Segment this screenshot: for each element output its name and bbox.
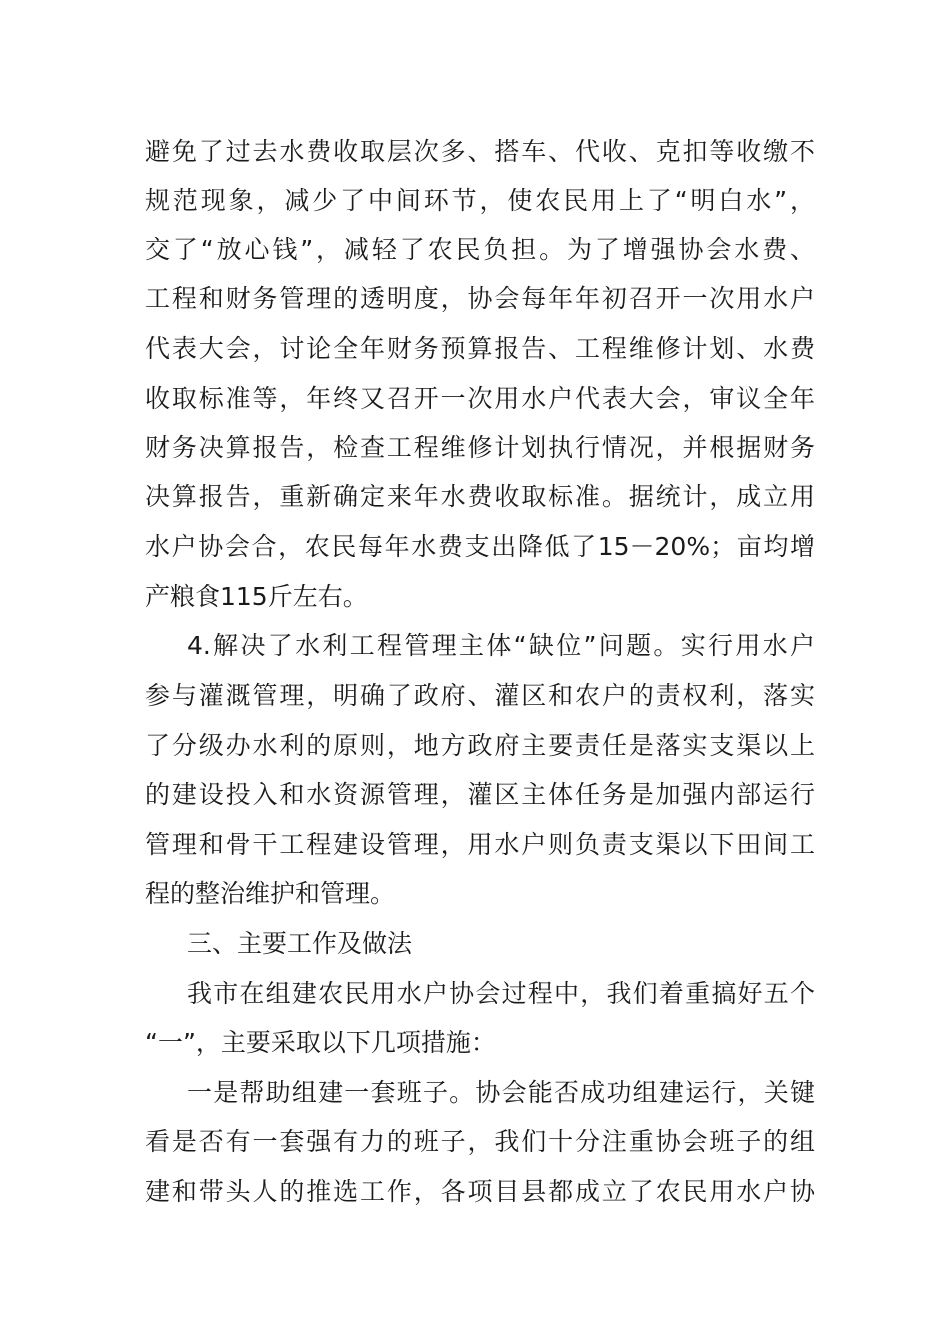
- text-line-9: 水户协会合，农民每年水费支出降低了15－20%；亩均增: [145, 532, 815, 561]
- section-heading: 三、主要工作及做法: [187, 929, 413, 958]
- text-line-13: 了分级办水利的原则，地方政府主要责任是落实支渠以上: [145, 731, 815, 760]
- text-line-10: 产粮食115斤左右。: [145, 582, 368, 611]
- text-line-19: “一”，主要采取以下几项措施：: [145, 1028, 496, 1057]
- text-line-12: 参与灌溉管理，明确了政府、灌区和农户的责权利，落实: [145, 681, 815, 710]
- text-line-22: 建和带头人的推选工作，各项目县都成立了农民用水户协: [145, 1177, 815, 1206]
- text-line-7: 财务决算报告，检查工程维修计划执行情况，并根据财务: [145, 433, 815, 462]
- text-line-20: 一是帮助组建一套班子。协会能否成功组建运行，关键: [187, 1078, 815, 1107]
- text-line-15: 管理和骨干工程建设管理，用水户则负责支渠以下田间工: [145, 830, 815, 859]
- paragraph-4-line-1: 4.解决了水利工程管理主体“缺位”问题。实行用水户: [187, 631, 815, 660]
- text-line-21: 看是否有一套强有力的班子，我们十分注重协会班子的组: [145, 1127, 815, 1156]
- text-line-2: 规范现象，减少了中间环节，使农民用上了“明白水”，: [145, 186, 815, 215]
- text-line-6: 收取标准等，年终又召开一次用水户代表大会，审议全年: [145, 384, 815, 413]
- text-line-14: 的建设投入和水资源管理，灌区主体任务是加强内部运行: [145, 780, 815, 809]
- text-line-8: 决算报告，重新确定来年水费收取标准。据统计，成立用: [145, 482, 815, 511]
- text-line-16: 程的整治维护和管理。: [145, 879, 396, 908]
- text-line-4: 工程和财务管理的透明度，协会每年年初召开一次用水户: [145, 284, 815, 313]
- text-line-18: 我市在组建农民用水户协会过程中，我们着重搞好五个: [187, 979, 815, 1008]
- text-line-3: 交了“放心钱”，减轻了农民负担。为了增强协会水费、: [145, 235, 815, 264]
- text-line-5: 代表大会，讨论全年财务预算报告、工程维修计划、水费: [145, 334, 815, 363]
- text-line-1: 避免了过去水费收取层次多、搭车、代收、克扣等收缴不: [145, 137, 815, 166]
